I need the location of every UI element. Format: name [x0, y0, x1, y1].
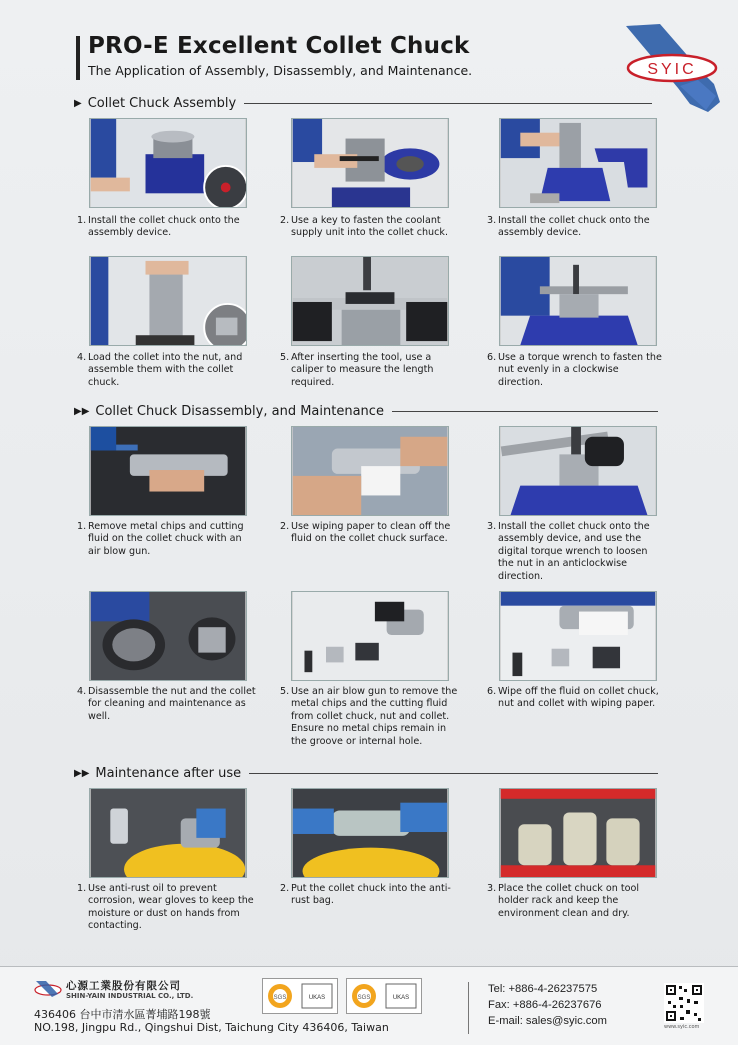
company-name-en: SHIN-YAIN INDUSTRIAL CO., LTD. [66, 992, 194, 1000]
step-caption: 6. Use a torque wrench to fasten the nut evenly in a clockwise direction. [487, 352, 662, 388]
section-header-assembly [74, 93, 652, 113]
address-cn: 436406 台中市清水區菁埔路198號 [34, 1008, 211, 1021]
step-photo-assembly-2 [291, 118, 449, 208]
double-triangle-right-icon: ▶▶ [74, 405, 90, 417]
qr-url: www.syic.com [664, 1024, 700, 1030]
step-photo-assembly-5 [291, 256, 449, 346]
company-logo-icon [34, 980, 62, 998]
step-photo-maintenance-3 [499, 788, 657, 878]
title-accent-bar [76, 36, 80, 80]
svg-text:UKAS: UKAS [392, 995, 410, 1001]
step-caption: 4. Disassemble the nut and the collet for cleaning and maintenance as well. [77, 686, 256, 722]
section-header-disassembly [74, 401, 658, 421]
step-photo-assembly-4 [89, 256, 247, 346]
step-caption: 6. Wipe off the fluid on collet chuck, nut and collet with wiping paper. [487, 686, 659, 710]
qr-code-icon[interactable] [664, 983, 704, 1023]
step-caption: 3. Place the collet chuck on tool holder rack and keep the environment clean and dry. [487, 883, 640, 919]
email-link[interactable]: E-mail: sales@syic.com [488, 1015, 607, 1027]
section-rule [249, 773, 658, 774]
fax-number: Fax: +886-4-26237676 [488, 999, 602, 1011]
step-caption: 5. Use an air blow gun to remove the metal chips and the cutting fluid from collet chuck, nut and collet. Ensure no metal chips remain in the groove or internal hole. [280, 686, 458, 747]
section-header-maintenance [74, 763, 658, 783]
page-subtitle: The Application of Assembly, Disassembly, and Maintenance. [88, 63, 473, 78]
step-photo-disassembly-1 [89, 426, 247, 516]
certification-badge [346, 978, 422, 1014]
address-en: NO.198, Jingpu Rd., Qingshui Dist, Taichung City 436406, Taiwan [34, 1021, 389, 1034]
step-caption: 3. Install the collet chuck onto the assembly device, and use the digital torque wrench to loosen the nut in an anticlockwise direction. [487, 521, 650, 582]
step-caption: 2. Put the collet chuck into the anti-rust bag. [280, 883, 451, 907]
step-photo-maintenance-2 [291, 788, 449, 878]
step-photo-disassembly-3 [499, 426, 657, 516]
certification-badge [262, 978, 338, 1014]
step-caption: 1. Use anti-rust oil to prevent corrosion, wear gloves to keep the moisture or dust on hands from contacting. [77, 883, 254, 932]
footer-vertical-divider [468, 982, 469, 1034]
company-name-cn: 心源工業股份有限公司 [66, 980, 181, 992]
page-title: PRO-E Excellent Collet Chuck [88, 33, 470, 59]
step-caption: 1. Install the collet chuck onto the assembly device. [77, 215, 240, 239]
section-title: Collet Chuck Assembly [87, 95, 237, 111]
step-photo-disassembly-5 [291, 591, 449, 681]
step-caption: 1. Remove metal chips and cutting fluid on the collet chuck with an air blow gun. [77, 521, 244, 557]
step-photo-disassembly-4 [89, 591, 247, 681]
step-caption: 2. Use wiping paper to clean off the fluid on the collet chuck surface. [280, 521, 451, 545]
step-caption: 2. Use a key to fasten the coolant supply unit into the collet chuck. [280, 215, 449, 239]
logo-text: SYIC [647, 61, 697, 78]
double-triangle-right-icon: ▶▶ [74, 767, 90, 779]
svg-text:UKAS: UKAS [308, 995, 326, 1001]
triangle-right-icon: ▶ [74, 97, 82, 109]
section-rule [244, 103, 652, 104]
step-caption: 5. After inserting the tool, use a caliper to measure the length required. [280, 352, 434, 388]
section-title: Maintenance after use [95, 765, 242, 781]
step-caption: 4. Load the collet into the nut, and assemble them with the collet chuck. [77, 352, 243, 388]
step-caption: 3. Install the collet chuck onto the assembly device. [487, 215, 650, 239]
step-photo-disassembly-2 [291, 426, 449, 516]
step-photo-assembly-3 [499, 118, 657, 208]
step-photo-maintenance-1 [89, 788, 247, 878]
phone-number: Tel: +886-4-26237575 [488, 983, 598, 995]
section-rule [392, 411, 658, 412]
svg-text:SGS: SGS [357, 995, 371, 1001]
step-photo-assembly-1 [89, 118, 247, 208]
section-title: Collet Chuck Disassembly, and Maintenance [95, 403, 384, 419]
step-photo-assembly-6 [499, 256, 657, 346]
step-photo-disassembly-6 [499, 591, 657, 681]
svg-text:SGS: SGS [273, 995, 287, 1001]
